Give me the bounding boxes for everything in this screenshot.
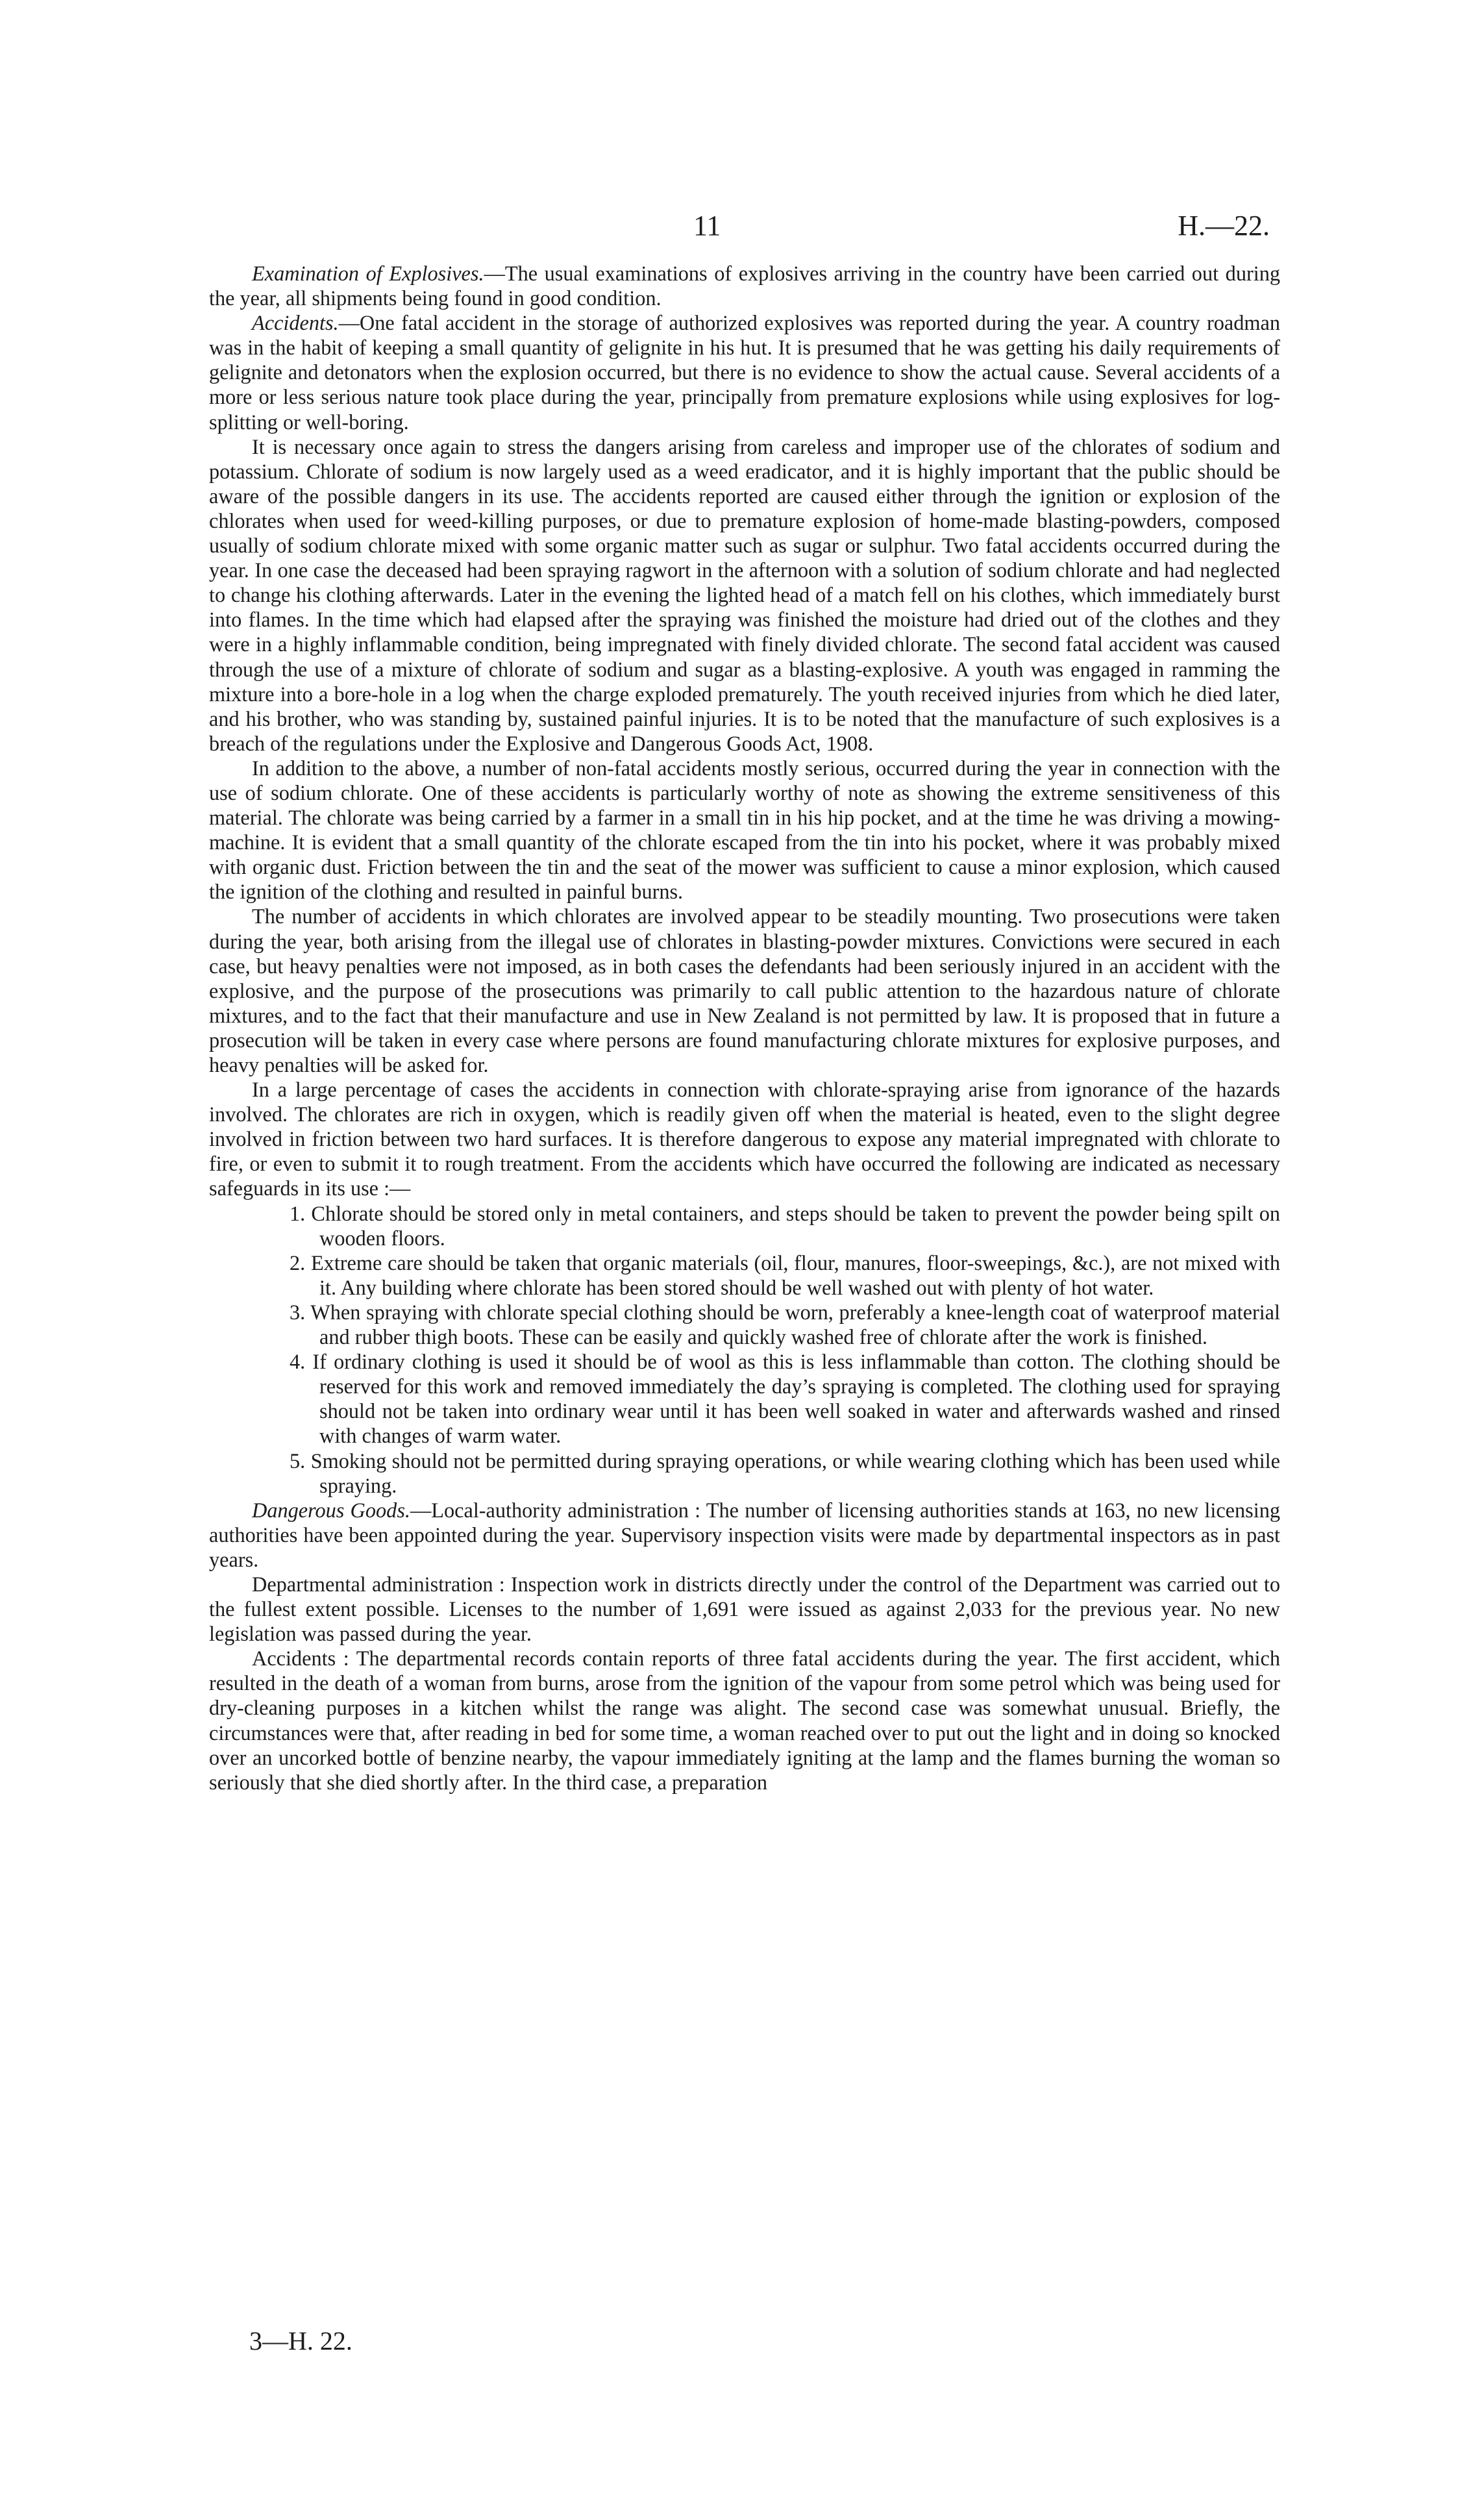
- document-reference: H.—22.: [1178, 210, 1270, 242]
- paragraph: Accidents.—One fatal accident in the storage of authorized explosives was reported during the year. A country roadman was in the habit of keeping a small quantity of gelignite in his hut. It is presumed that he was getting his daily requirements of gelignite and detonators when the explosion occurred, but there is no evidence to show the actual cause. Several accidents of a more or less serious nature took place during the year, principally from premature explosions while using explosives for log-splitting or well-boring.: [209, 311, 1280, 434]
- paragraph-heading: Examination of Explosives.: [252, 262, 484, 285]
- safeguard-item: 4. If ordinary clothing is used it should be of wool as this is less inflammable than cotton. The clothing should be reserved for this work and removed immediately the day’s spraying is completed. The clothing used for spraying should not be taken into ordinary wear until it has been well soaked in water and afterwards washed and rinsed with changes of warm water.: [290, 1350, 1280, 1448]
- paragraph: In a large percentage of cases the accidents in connection with chlorate-spraying arise from ignorance of the hazards involved. The chlorates are rich in oxygen, which is readily given off when the material is heated, even to the slight degree involved in friction between two hard surfaces. It is therefore dangerous to expose any material impregnated with chlorate to fire, or even to submit it to rough treatment. From the accidents which have occurred the following are indicated as necessary safeguards in its use :—: [209, 1078, 1280, 1200]
- paragraph: It is necessary once again to stress the dangers arising from careless and improper use of the chlorates of sodium and potassium. Chlorate of sodium is now largely used as a weed eradicator, and it is highly important that the public should be aware of the possible dangers in its use. The accidents reported are caused either through the ignition or explosion of the chlorates when used for weed-killing purposes, or due to premature explosion of home-made blasting-powders, composed usually of sodium chlorate mixed with some organic matter such as sugar or sulphur. Two fatal accidents occurred during the year. In one case the deceased had been spraying ragwort in the afternoon with a solution of sodium chlorate and had neglected to change his clothing afterwards. Later in the evening the lighted head of a match fell on his clothes, which immediately burst into flames. In the time which had elapsed after the spraying was finished the moisture had dried out of the clothes and they were in a highly inflammable condition, being impregnated with finely divided chlorate. The second fatal accident was caused through the use of a mixture of chlorate of sodium and sugar as a blasting-explosive. A youth was engaged in ramming the mixture into a bore-hole in a log when the charge exploded prematurely. The youth received injuries from which he died later, and his brother, who was standing by, sustained painful injuries. It is to be noted that the manufacture of such explosives is a breach of the regulations under the Explosive and Dangerous Goods Act, 1908.: [209, 434, 1280, 755]
- paragraph: Dangerous Goods.—Local-authority administration : The number of licensing authorities stands at 163, no new licensing authorities have been appointed during the year. Supervisory inspection visits were made by departmental inspectors as in past years.: [209, 1498, 1281, 1571]
- paragraph: Examination of Explosives.—The usual examinations of explosives arriving in the country have been carried out during the year, all shipments being found in good condition.: [209, 262, 1280, 310]
- safeguard-item: 3. When spraying with chlorate special clothing should be worn, preferably a knee-length coat of waterproof material and rubber thigh boots. These can be easily and quickly washed free of chlorate after the work is finished.: [290, 1300, 1280, 1349]
- paragraph: Departmental administration : Inspection work in districts directly under the control of the Department was carried out to the fullest extent possible. Licenses to the number of 1,691 were issued as against 2,033 for the previous year. No new legislation was passed during the year.: [209, 1572, 1280, 1646]
- body-text: [209, 261, 1280, 1795]
- paragraph: The number of accidents in which chlorates are involved appear to be steadily mounting. Two prosecutions were taken during the year, both arising from the illegal use of chlorates in blasting-powder mixtures. Convictions were secured in each case, but heavy penalties were not imposed, as in both cases the defendants had been seriously injured in an accident with the explosive, and the purpose of the prosecutions was primarily to call public attention to the hazardous nature of chlorate mixtures, and to the fact that their manufacture and use in New Zealand is not permitted by law. It is proposed that in future a prosecution will be taken in every case where persons are found manufacturing chlorate mixtures for explosive purposes, and heavy penalties will be asked for.: [209, 904, 1280, 1076]
- page-number: 11: [693, 210, 721, 242]
- safeguard-item: 2. Extreme care should be taken that organic materials (oil, flour, manures, floor-sweepings, &c.), are not mixed with it. Any building where chlorate has been stored should be well washed out with plenty of hot water.: [290, 1250, 1280, 1299]
- safeguard-item: 5. Smoking should not be permitted during spraying operations, or while wearing clothing which has been used while spraying.: [290, 1448, 1280, 1497]
- paragraph-heading: Dangerous Goods.: [252, 1498, 410, 1522]
- paragraph-heading: Accidents.: [252, 311, 339, 335]
- signature-mark: 3—H. 22.: [249, 2326, 352, 2356]
- paragraph: Accidents : The departmental records contain reports of three fatal accidents during the year. The first accident, which resulted in the death of a woman from burns, arose from the ignition of the vapour from some petrol which was being used for dry-cleaning purposes in a kitchen whilst the range was alight. The second case was somewhat unusual. Briefly, the circumstances were that, after reading in bed for some time, a woman reached over to put out the light and in doing so knocked over an uncorked bottle of benzine nearby, the vapour immediately igniting at the lamp and the flames burning the woman so seriously that she died shortly after. In the third case, a preparation: [209, 1647, 1280, 1794]
- page-header: [0, 209, 1484, 248]
- safeguard-item: 1. Chlorate should be stored only in metal containers, and steps should be taken to prevent the powder being spilt on wooden floors.: [290, 1201, 1280, 1250]
- paragraph: In addition to the above, a number of non-fatal accidents mostly serious, occurred during the year in connection with the use of sodium chlorate. One of these accidents is particularly worthy of note as showing the extreme sensitiveness of this material. The chlorate was being carried by a farmer in a small tin in his hip pocket, and at the time he was driving a mowing-machine. It is evident that a small quantity of the chlorate escaped from the tin into his pocket, where it was probably mixed with organic dust. Friction between the tin and the seat of the mower was sufficient to cause a minor explosion, which caused the ignition of the clothing and resulted in painful burns.: [209, 756, 1280, 904]
